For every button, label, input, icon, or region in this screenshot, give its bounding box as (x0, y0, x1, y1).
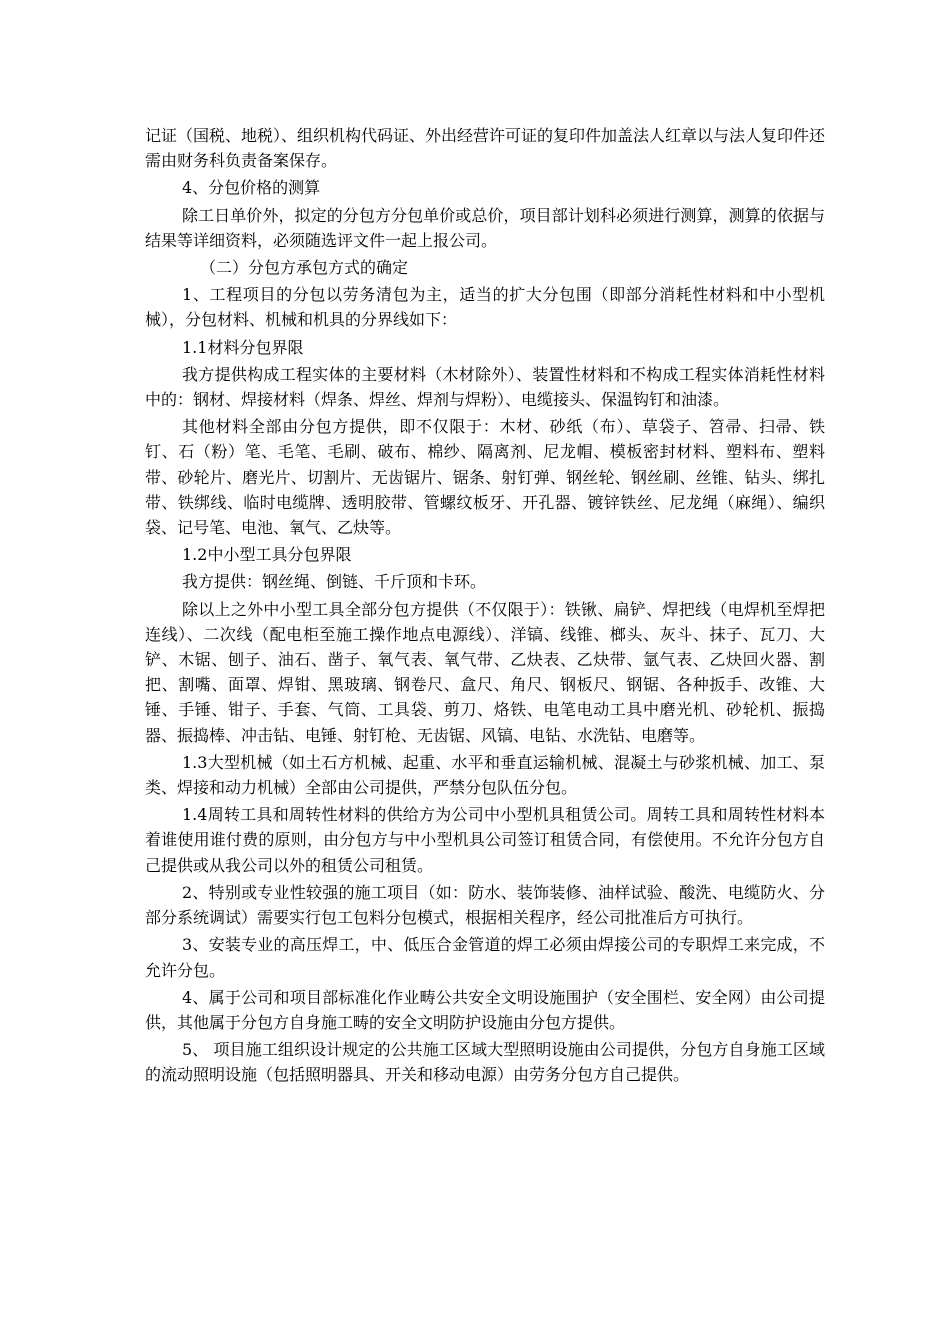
heading-price-estimation: 4、分包价格的测算 (182, 178, 321, 198)
section-heading-contract-mode: （二）分包方承包方式的确定 (200, 258, 409, 278)
paragraph-item-5: 5、 项目施工组织设计规定的公共施工区域大型照明设施由公司提供，分包方自身施工区域的流动照明设施（包括照明器具、开关和移动电源）由劳务分包方自己提供。 (145, 1040, 825, 1085)
paragraph-our-tools: 我方提供：钢丝绳、倒链、千斤顶和卡环。 (182, 572, 487, 592)
paragraph-our-materials: 我方提供构成工程实体的主要材料（木材除外）、装置性材料和不构成工程实体消耗性材料中的：钢材、焊接材料（焊条、焊丝、焊剂与焊粉）、电缆接头、保温钩钉和油漆。 (145, 364, 825, 410)
paragraph-other-materials: 其他材料全部由分包方提供，即不仅限于：木材、砂纸（布）、草袋子、笤帚、扫帚、铁钉、石（粉）笔、毛笔、毛刷、破布、棉纱、隔离剂、尼龙帽、模板密封材料、塑料布、塑料带、砂轮片、磨光片、切割片、无齿锯片、锯条、射钉弹、钢丝轮、钢丝刷、丝锥、钻头、绑扎带、铁绑线、临时电缆牌、透明胶带、管螺纹板牙、开孔器、镀锌铁丝、尼龙绳（麻绳）、编织袋、记号笔、电池、氧气、乙炔等。 (145, 417, 825, 538)
paragraph-other-tools: 除以上之外中小型工具全部分包方提供（不仅限于）：铁锹、扁铲、焊把线（电焊机至焊把连线）、二次线（配电柜至施工操作地点电源线）、洋镐、线锥、榔头、灰斗、抹子、瓦刀、大铲、木锯、刨子、油石、凿子、氧气表、氧气带、乙炔表、乙炔带、氩气表、乙炔回火器、割把、割嘴、面罩、焊钳、黑玻璃、钢卷尺、盒尺、角尺、钢板尺、钢锯、各种扳手、改锥、大锤、手锤、钳子、手套、气筒、工具袋、剪刀、烙铁、电笔电动工具中磨光机、砂轮机、振捣器、振捣棒、冲击钻、电锤、射钉枪、无齿锯、风镐、电钻、水洗钻、电磨等。 (145, 599, 825, 745)
paragraph-item-3: 3、安装专业的高压焊工，中、低压合金管道的焊工必须由焊接公司的专职焊工来完成，不允许分包。 (145, 935, 825, 980)
paragraph-price-estimation: 除工日单价外，拟定的分包方分包单价或总价，项目部计划科必须进行测算，测算的依据与结果等详细资料，必须随选评文件一起上报公司。 (145, 205, 825, 250)
paragraph-item-1: 1、工程项目的分包以劳务清包为主，适当的扩大分包围（即部分消耗性材料和中小型机械），分包材料、机械和机具的分界线如下： (145, 285, 825, 330)
document-body (145, 123, 825, 1090)
heading-material-boundary: 1.1材料分包界限 (182, 337, 304, 357)
paragraph-item-4: 4、属于公司和项目部标准化作业畴公共安全文明设施围护（安全围栏、安全网）由公司提供，其他属于分包方自身施工畴的安全文明防护设施由分包方提供。 (145, 987, 825, 1032)
paragraph-item-2: 2、特别或专业性较强的施工项目（如：防水、装饰装修、油样试验、酸洗、电缆防火、分部分系统调试）需要实行包工包料分包模式，根据相关程序，经公司批准后方可执行。 (145, 882, 825, 928)
paragraph-continuation: 记证（国税、地税）、组织机构代码证、外出经营许可证的复印件加盖法人红章以与法人复印件还需由财务科负责备案保存。 (145, 126, 826, 171)
paragraph-rental-tools: 1.4周转工具和周转性材料的供给方为公司中小型机具租赁公司。周转工具和周转性材料本着谁使用谁付费的原则，由分包方与中小型机具公司签订租赁合同，有偿使用。不允许分包方自己提供或从我公司以外的租赁公司租赁。 (145, 805, 825, 875)
paragraph-large-machinery: 1.3大型机械（如土石方机械、起重、水平和垂直运输机械、混凝土与砂浆机械、加工、泵类、焊接和动力机械）全部由公司提供，严禁分包队伍分包。 (145, 752, 825, 798)
heading-tools-boundary: 1.2中小型工具分包界限 (182, 545, 352, 565)
